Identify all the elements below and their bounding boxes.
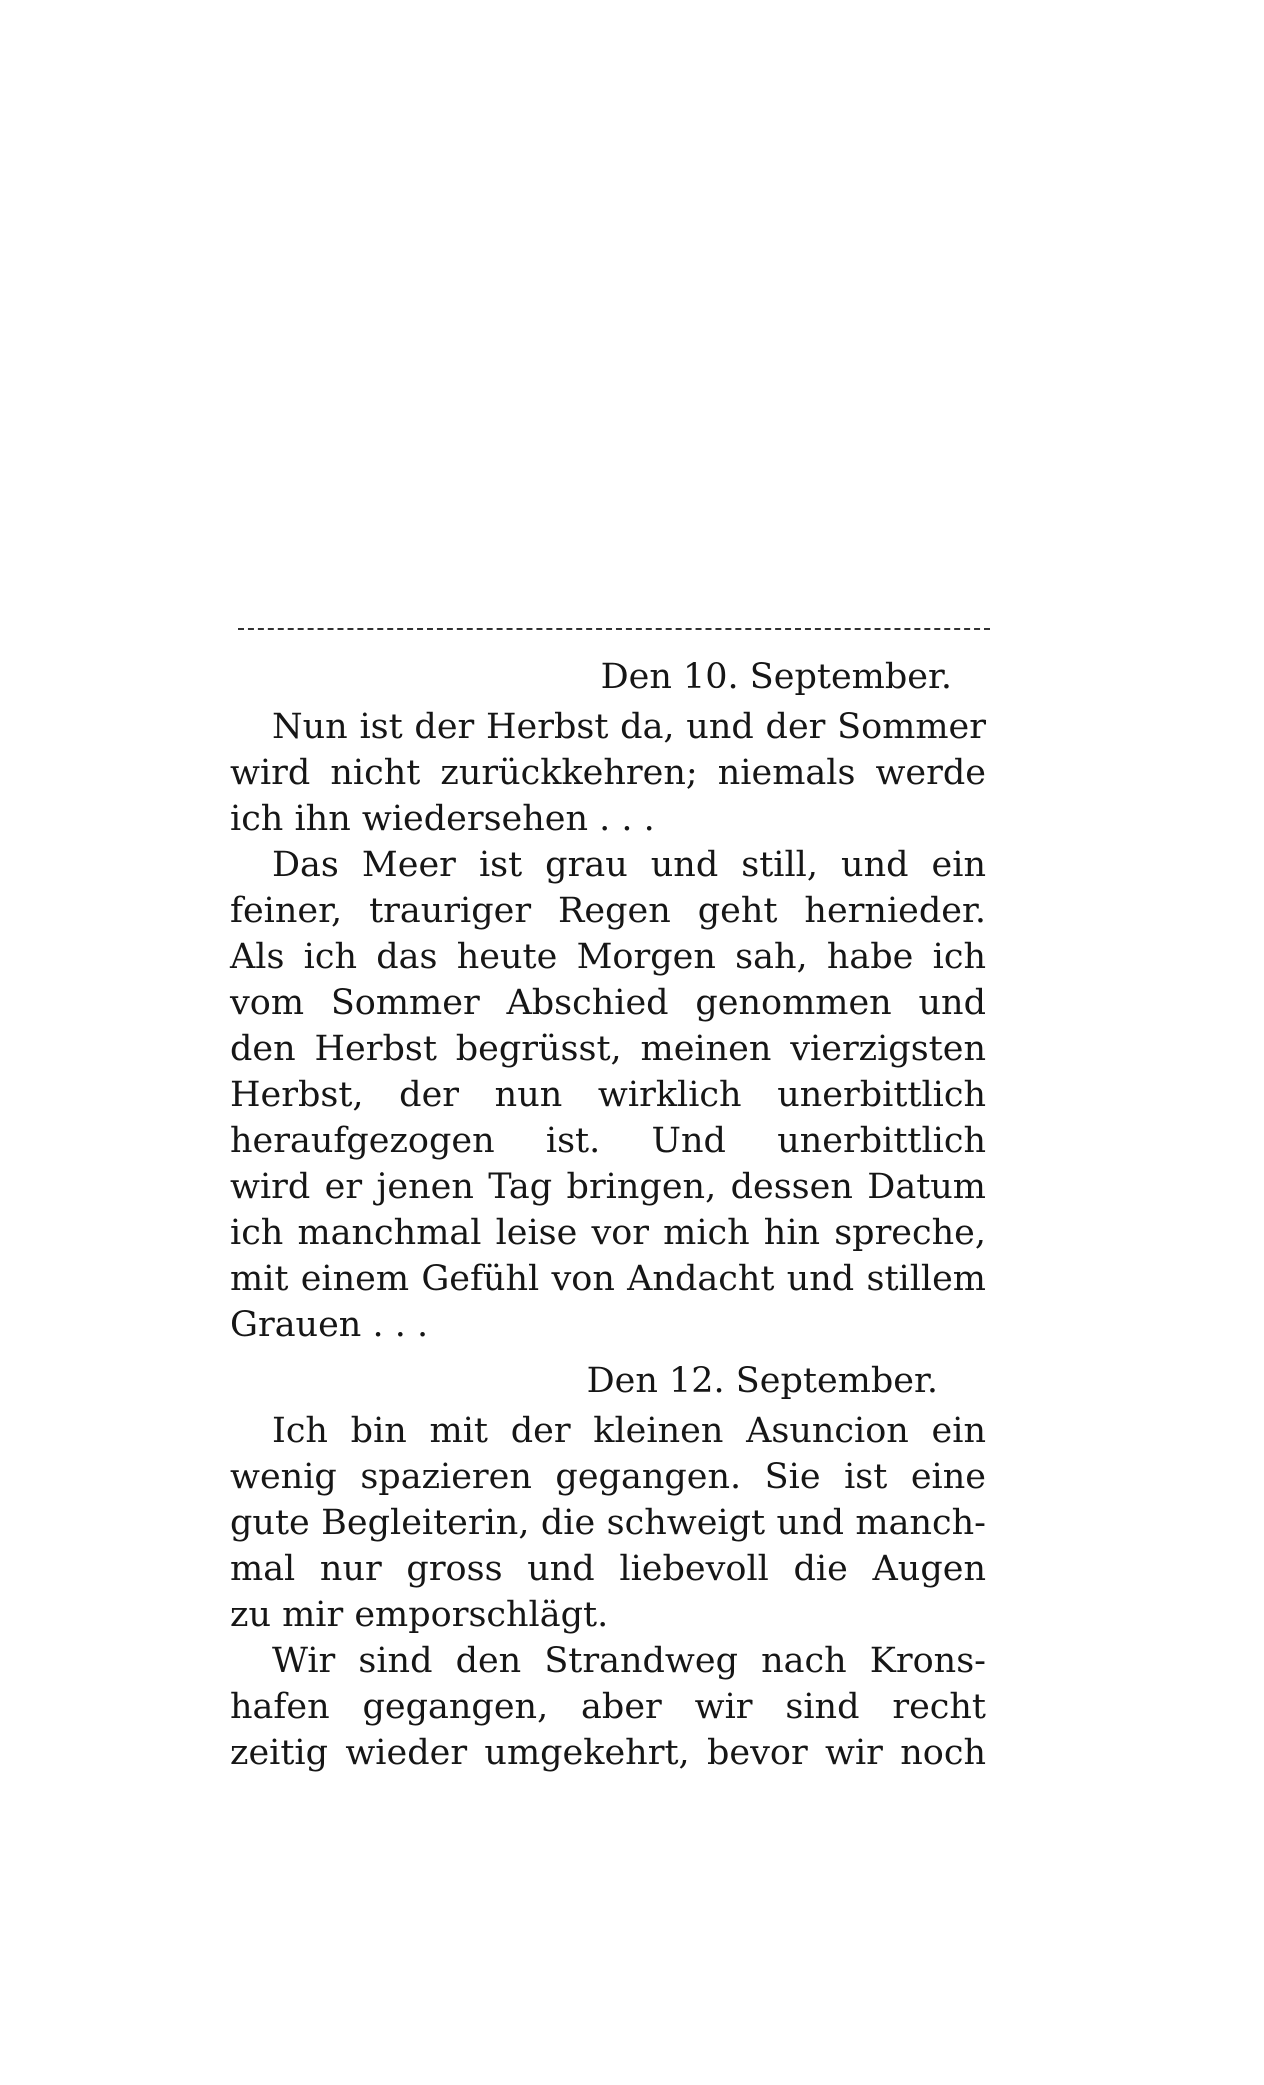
text-line: Grauen . . . [230, 1305, 429, 1345]
paragraph [230, 704, 986, 842]
entry-date: Den 12. September. [586, 1361, 938, 1401]
diary-text [230, 648, 986, 1776]
text-line: Herbst, der nun wirklich unerbittlich [230, 1075, 986, 1115]
paragraph [230, 842, 986, 1348]
text-line: Ich bin mit der kleinen Asuncion ein [272, 1411, 986, 1451]
text-line: Das Meer ist grau und still, und ein [272, 845, 986, 885]
text-line: mit einem Gefühl von Andacht und stillem [230, 1259, 986, 1299]
entry-date: Den 10. September. [600, 657, 952, 697]
text-line: gute Begleiterin, die schweigt und manch- [230, 1503, 986, 1543]
text-line: ich manchmal leise vor mich hin spreche, [230, 1213, 986, 1253]
text-line: feiner, trauriger Regen geht hernieder. [230, 891, 986, 931]
text-line: mal nur gross und liebevoll die Augen [230, 1549, 986, 1589]
paragraph [230, 1638, 986, 1776]
text-line: Als ich das heute Morgen sah, habe ich [230, 937, 986, 977]
dashed-separator [238, 628, 990, 630]
text-line: zu mir emporschlägt. [230, 1595, 609, 1635]
text-line: wird nicht zurückkehren; niemals werde [230, 753, 986, 793]
text-line: zeitig wieder umgekehrt, bevor wir noch [230, 1733, 986, 1773]
text-line: vom Sommer Abschied genommen und [230, 983, 986, 1023]
text-line: Nun ist der Herbst da, und der Sommer [272, 707, 986, 747]
text-line: den Herbst begrüsst, meinen vierzigsten [230, 1029, 986, 1069]
text-line: ich ihn wiedersehen . . . [230, 799, 655, 839]
paragraph [230, 1408, 986, 1638]
text-line: Wir sind den Strandweg nach Krons- [272, 1641, 986, 1681]
text-line: wenig spazieren gegangen. Sie ist eine [230, 1457, 986, 1497]
text-line: wird er jenen Tag bringen, dessen Datum [230, 1167, 986, 1207]
text-line: heraufgezogen ist. Und unerbittlich [230, 1121, 986, 1161]
text-line: hafen gegangen, aber wir sind recht [230, 1687, 986, 1727]
